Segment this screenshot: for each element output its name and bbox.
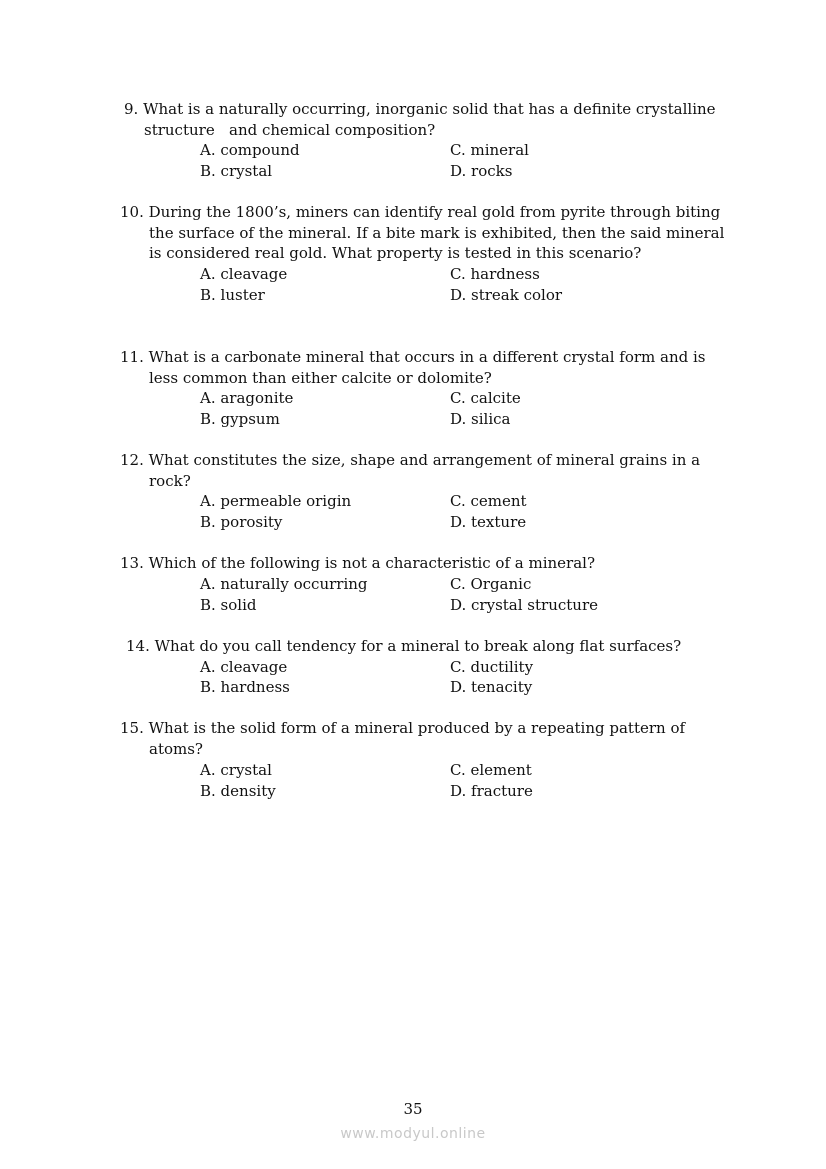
question-stem-line: 9. What is a naturally occurring, inorganic solid that has a definite crystalline	[124, 100, 716, 118]
option-a: A. crystal	[200, 761, 272, 779]
option-c: C. cement	[450, 492, 527, 510]
option-d: D. texture	[450, 513, 527, 531]
question-13	[120, 553, 595, 574]
option-b: B. solid	[200, 596, 257, 614]
question-stem-line: less common than either calcite or dolomite?	[149, 368, 492, 387]
option-c: C. mineral	[450, 141, 529, 159]
question-15	[120, 718, 685, 759]
option-a: A. permeable origin	[200, 492, 352, 510]
option-c: C. hardness	[450, 265, 540, 283]
question-stem-line: atoms?	[149, 739, 203, 758]
question-11	[120, 347, 706, 388]
option-d: D. silica	[450, 410, 511, 428]
question-stem-line: 14. What do you call tendency for a mineral to break along flat surfaces?	[126, 637, 682, 655]
question-stem-line: 11. What is a carbonate mineral that occurs in a different crystal form and is	[120, 348, 706, 366]
option-d: D. tenacity	[450, 678, 533, 696]
question-stem-line: the surface of the mineral. If a bite mark is exhibited, then the said mineral	[149, 223, 725, 242]
question-stem-line: is considered real gold. What property is tested in this scenario?	[149, 244, 642, 263]
option-b: B. crystal	[200, 162, 273, 180]
question-stem-line: 10. During the 1800’s, miners can identify real gold from pyrite through biting	[120, 203, 721, 221]
option-a: A. naturally occurring	[200, 575, 368, 593]
page-number: 35	[403, 1100, 423, 1118]
option-b: B. hardness	[200, 678, 290, 696]
question-stem-line: structure and chemical composition?	[144, 120, 436, 139]
question-stem-line: 13. Which of the following is not a characteristic of a mineral?	[120, 554, 596, 572]
option-b: B. luster	[200, 286, 265, 304]
question-9	[124, 99, 716, 140]
option-a: A. aragonite	[200, 389, 294, 407]
option-d: D. rocks	[450, 162, 513, 180]
option-c: C. element	[450, 761, 532, 779]
question-stem-line: 15. What is the solid form of a mineral produced by a repeating pattern of	[120, 719, 686, 737]
option-a: A. compound	[200, 141, 300, 159]
option-c: C. Organic	[450, 575, 532, 593]
question-10	[120, 202, 724, 264]
option-a: A. cleavage	[200, 265, 288, 283]
option-d: D. fracture	[450, 782, 533, 800]
question-12	[120, 450, 700, 491]
option-b: B. gypsum	[200, 410, 280, 428]
question-14	[126, 636, 681, 657]
question-stem-line: rock?	[149, 471, 191, 490]
watermark: www.modyul.online	[340, 1126, 486, 1142]
option-c: C. ductility	[450, 658, 534, 676]
question-stem-line: 12. What constitutes the size, shape and arrangement of mineral grains in a	[120, 451, 701, 469]
option-c: C. calcite	[450, 389, 521, 407]
option-d: D. streak color	[450, 286, 563, 304]
option-a: A. cleavage	[200, 658, 288, 676]
option-d: D. crystal structure	[450, 596, 599, 614]
option-b: B. density	[200, 782, 276, 800]
option-b: B. porosity	[200, 513, 283, 531]
